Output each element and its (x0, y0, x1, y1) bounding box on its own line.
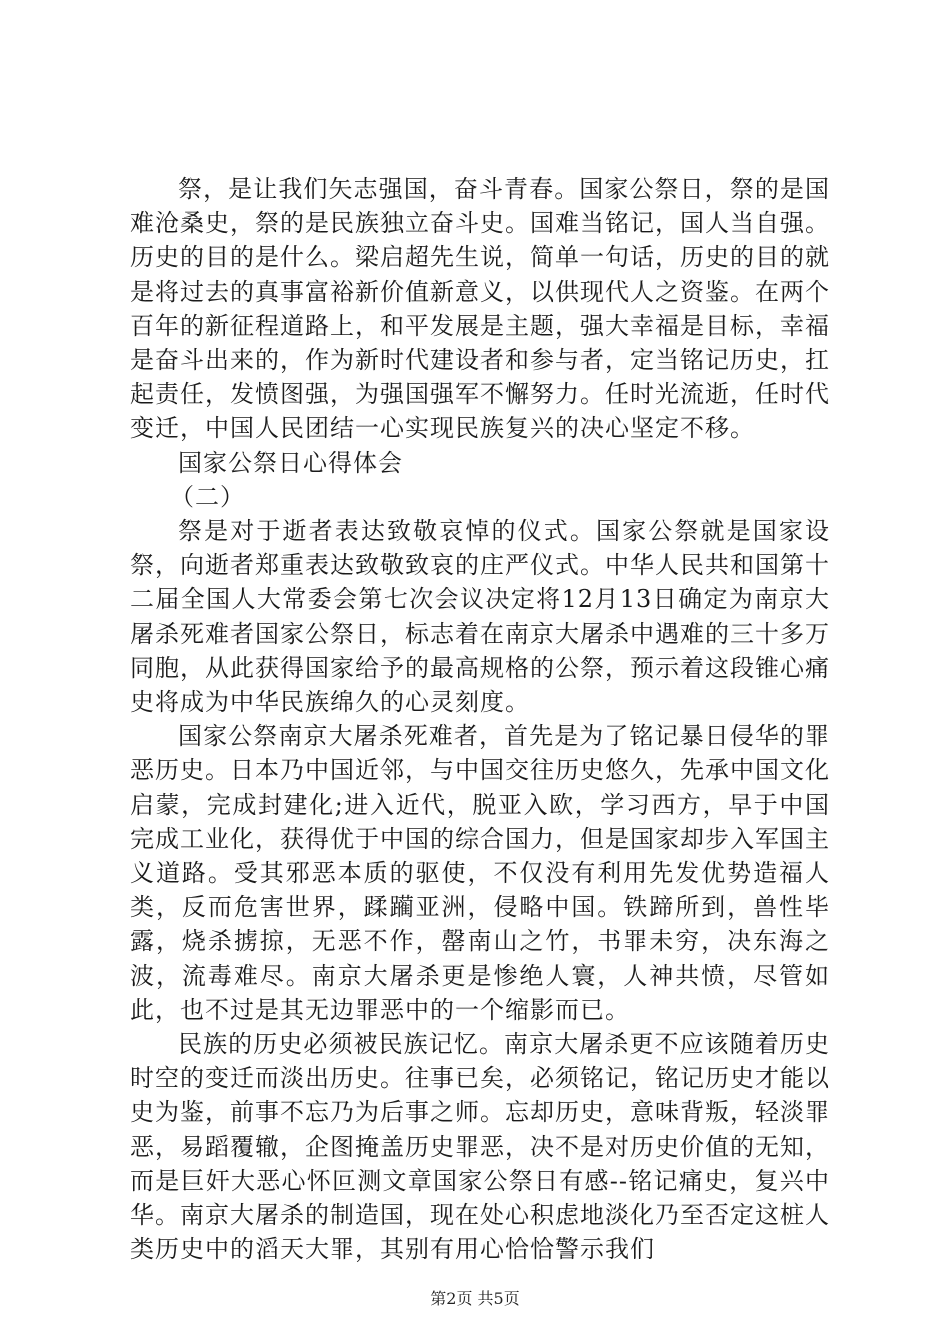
paragraph: 国家公祭南京大屠杀死难者，首先是为了铭记暴日侵华的罪恶历史。日本乃中国近邻，与中国交往历史悠久，先承中国文化启蒙，完成封建化;进入近代，脱亚入欧，学习西方，早于中国完成工业化，获得优于中国的综合国力，但是国家却步入军国主义道路。受其邪恶本质的驱使，不仅没有利用先发优势造福人类，反而危害世界，蹂躏亚洲，侵略中国。铁蹄所到，兽性毕露，烧杀掳掠，无恶不作，罄南山之竹，书罪未穷，决东海之波，流毒难尽。南京大屠杀更是惨绝人寰，人神共愤，尽管如此，也不过是其无边罪恶中的一个缩影而已。 (130, 722, 830, 1024)
section-subheading: （二） (170, 482, 245, 511)
paragraph: 祭，是让我们矢志强国，奋斗青春。国家公祭日，祭的是国难沧桑史，祭的是民族独立奋斗史。国难当铭记，国人当自强。历史的目的是什么。梁启超先生说，简单一句话，历史的目的就是将过去的真事富裕新价值新意义，以供现代人之资鉴。在两个百年的新征程道路上，和平发展是主题，强大幸福是目标，幸福是奋斗出来的，作为新时代建设者和参与者，定当铭记历史，扛起责任，发愤图强，为强国强军不懈努力。任时光流逝，任时代变迁，中国人民团结一心实现民族复兴的决心坚定不移。 (130, 175, 830, 443)
section-heading: 国家公祭日心得体会 (178, 448, 403, 477)
document-body (130, 172, 830, 1267)
page-number-footer: 第2页 共5页 (430, 1289, 520, 1308)
paragraph: 祭是对于逝者表达致敬哀悼的仪式。国家公祭就是国家设祭，向逝者郑重表达致敬致哀的庄严仪式。中华人民共和国第十二届全国人大常委会第七次会议决定将12月13日确定为南京大屠杀死难者国家公祭日，标志着在南京大屠杀中遇难的三十多万同胞，从此获得国家给予的最高规格的公祭，预示着这段锥心痛史将成为中华民族绵久的心灵刻度。 (130, 517, 830, 717)
paragraph: 民族的历史必须被民族记忆。南京大屠杀更不应该随着历史时空的变迁而淡出历史。往事已矣，必须铭记，铭记历史才能以史为鉴，前事不忘乃为后事之师。忘却历史，意味背叛，轻淡罪恶，易蹈覆辙，企图掩盖历史罪恶，决不是对历史价值的无知，而是巨奸大恶心怀叵测文章国家公祭日有感--铭记痛史，复兴中华。南京大屠杀的制造国，现在处心积虑地淡化乃至否定这桩人类历史中的滔天大罪，其别有用心恰恰警示我们 (130, 1030, 830, 1264)
